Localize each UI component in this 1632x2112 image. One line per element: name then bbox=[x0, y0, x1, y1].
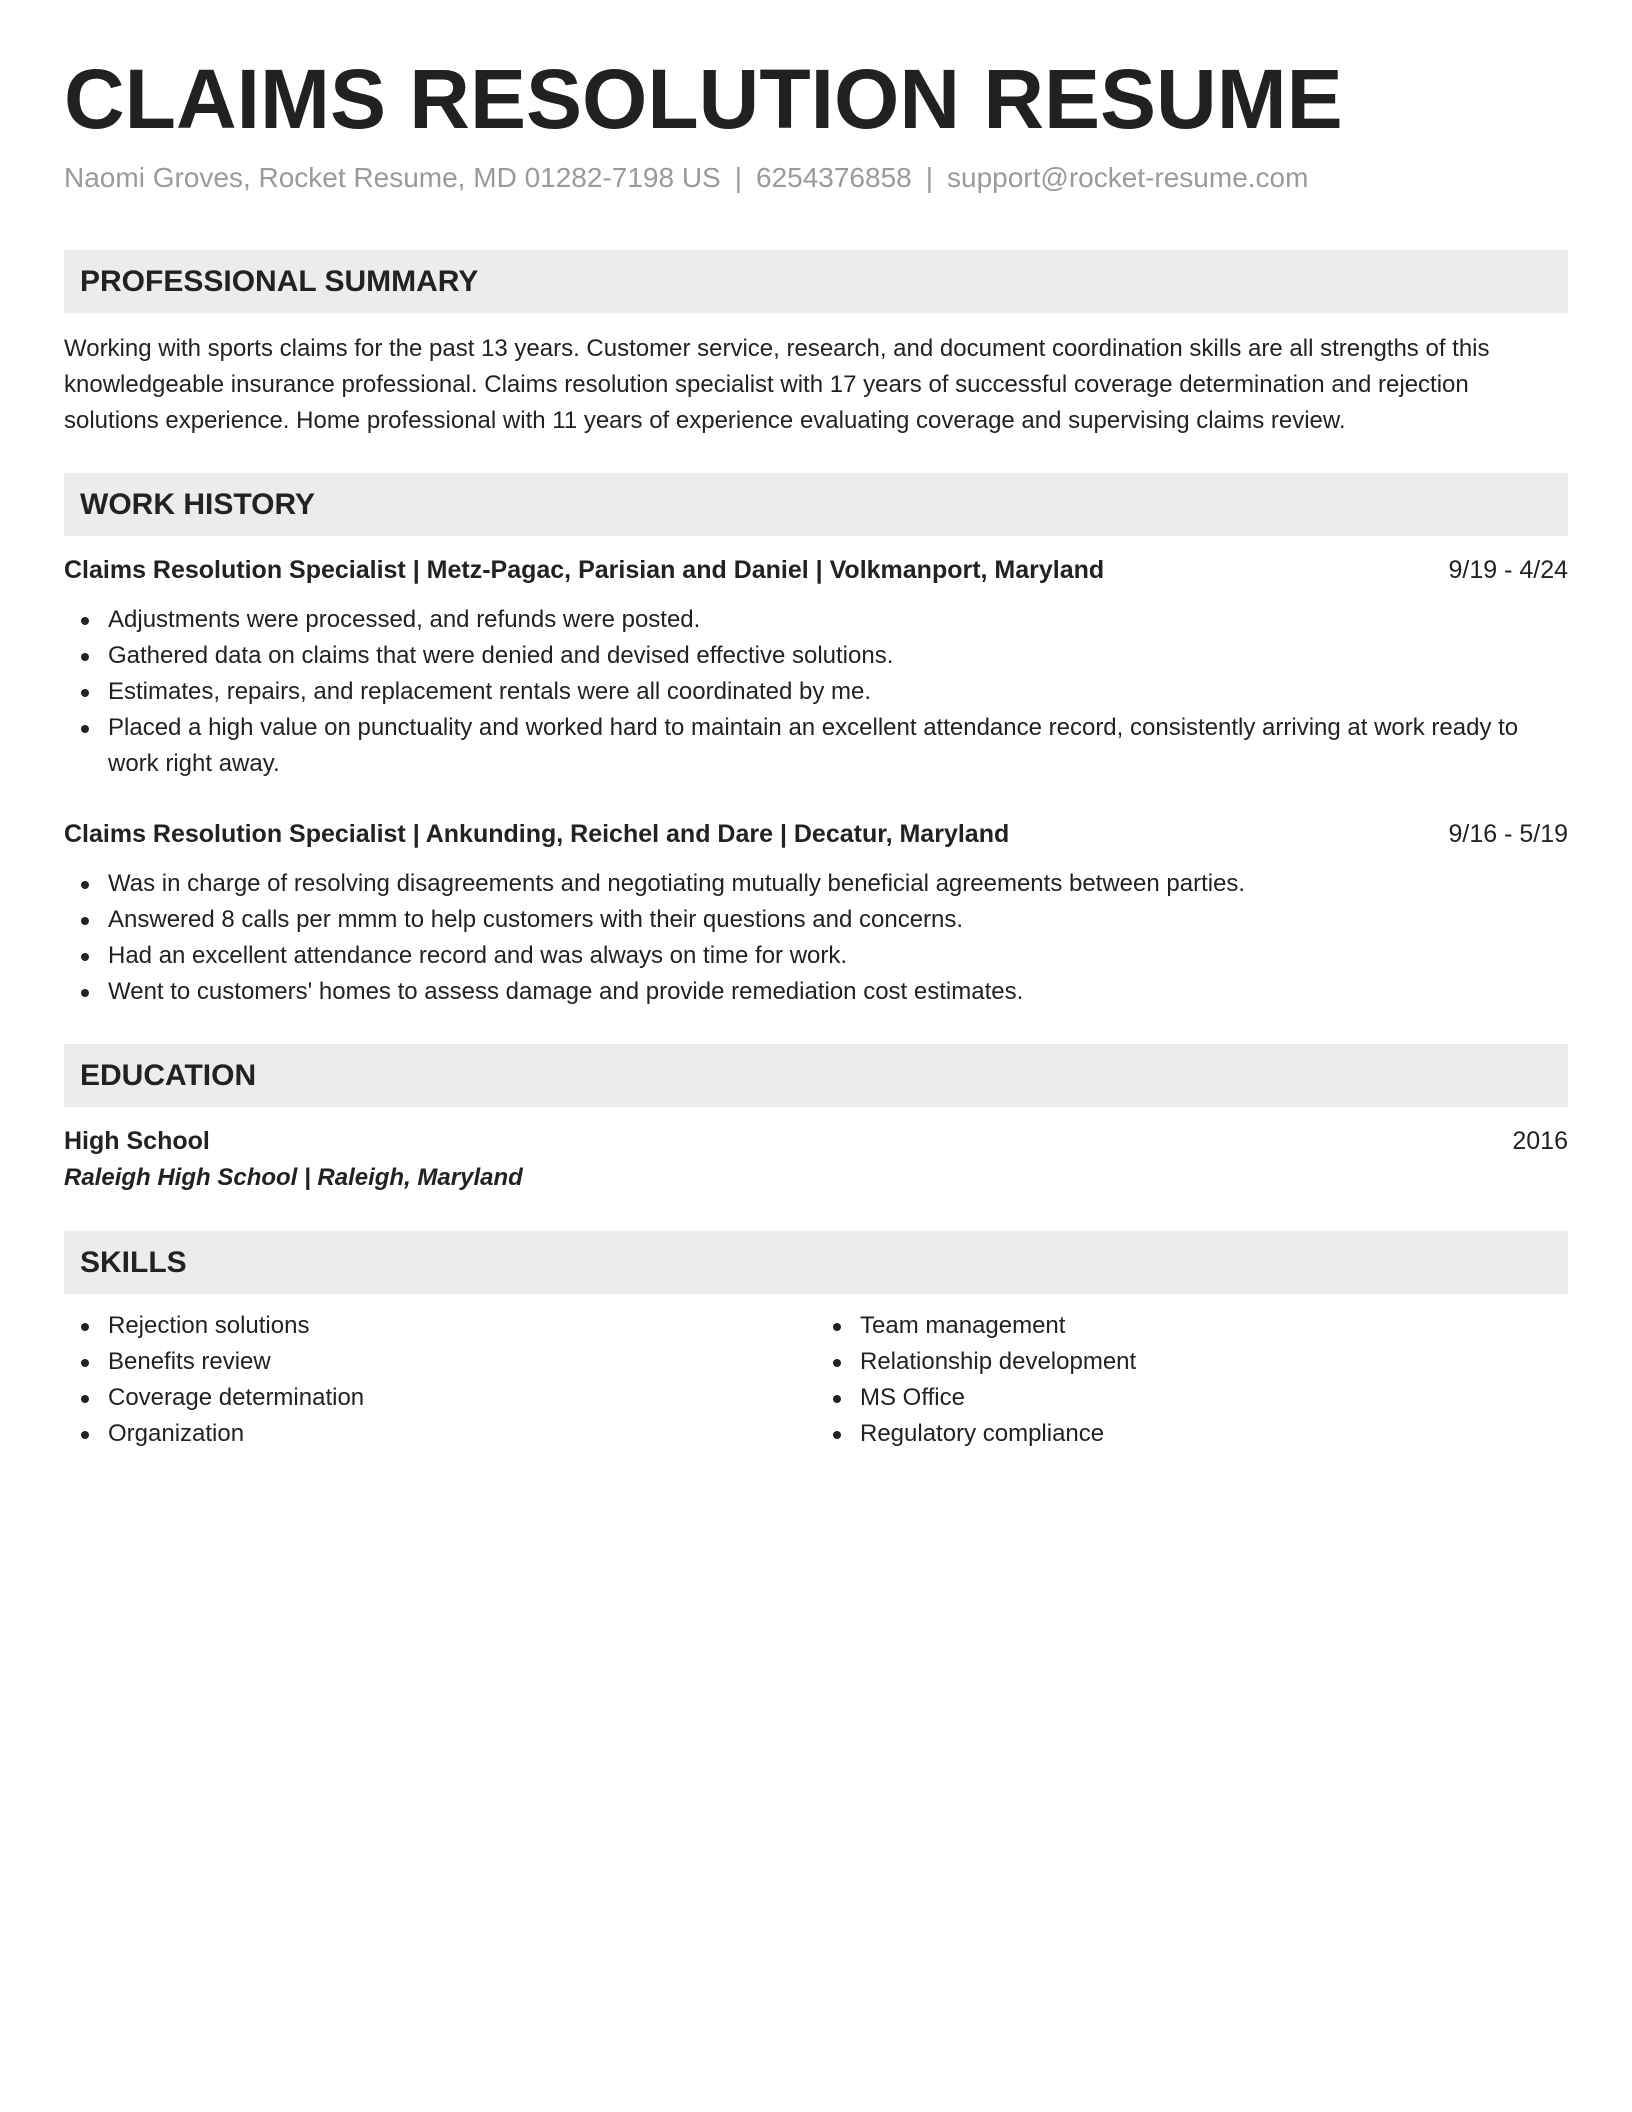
section-header-summary: PROFESSIONAL SUMMARY bbox=[64, 250, 1568, 313]
contact-line bbox=[64, 160, 1568, 196]
skill-item: Organization bbox=[64, 1416, 816, 1452]
education-year: 2016 bbox=[1512, 1127, 1568, 1156]
section-header-work-history: WORK HISTORY bbox=[64, 473, 1568, 536]
job-bullet: Estimates, repairs, and replacement rentals were all coordinated by me. bbox=[64, 674, 1568, 710]
skill-item: Regulatory compliance bbox=[816, 1416, 1568, 1452]
job-bullet: Adjustments were processed, and refunds were posted. bbox=[64, 602, 1568, 638]
skills-bullets-right bbox=[816, 1308, 1568, 1452]
skills-bullets-left bbox=[64, 1308, 816, 1452]
job-header bbox=[64, 816, 1568, 852]
section-header-skills: SKILLS bbox=[64, 1231, 1568, 1294]
job-bullet: Went to customers' homes to assess damage and provide remediation cost estimates. bbox=[64, 974, 1568, 1010]
job-bullets bbox=[64, 866, 1568, 1010]
skill-item: MS Office bbox=[816, 1380, 1568, 1416]
job-bullet: Placed a high value on punctuality and worked hard to maintain an excellent attendance record, consistently arriving at work ready to work right away. bbox=[64, 710, 1568, 782]
contact-address: Naomi Groves, Rocket Resume, MD 01282-7198 US bbox=[64, 162, 721, 194]
skill-item: Coverage determination bbox=[64, 1380, 816, 1416]
job-bullet: Answered 8 calls per mmm to help customers with their questions and concerns. bbox=[64, 902, 1568, 938]
education-degree: High School bbox=[64, 1127, 210, 1156]
skills-column-left bbox=[64, 1308, 816, 1452]
job-dates: 9/19 - 4/24 bbox=[1448, 556, 1568, 585]
skill-item: Relationship development bbox=[816, 1344, 1568, 1380]
job-title: Claims Resolution Specialist | Ankunding, Reichel and Dare | Decatur, Maryland bbox=[64, 820, 1010, 849]
skill-item: Rejection solutions bbox=[64, 1308, 816, 1344]
education-header bbox=[64, 1123, 1568, 1159]
job-header bbox=[64, 552, 1568, 588]
job-bullet: Gathered data on claims that were denied and devised effective solutions. bbox=[64, 638, 1568, 674]
resume-title: CLAIMS RESOLUTION RESUME bbox=[64, 52, 1343, 146]
job-entry bbox=[64, 816, 1568, 1010]
education-school: Raleigh High School | Raleigh, Maryland bbox=[64, 1164, 523, 1192]
job-bullet: Was in charge of resolving disagreements and negotiating mutually beneficial agreements between parties. bbox=[64, 866, 1568, 902]
job-entry bbox=[64, 552, 1568, 782]
job-bullet: Had an excellent attendance record and was always on time for work. bbox=[64, 938, 1568, 974]
skills-list bbox=[64, 1308, 1568, 1452]
contact-phone: 6254376858 bbox=[756, 162, 912, 194]
contact-email: support@rocket-resume.com bbox=[947, 162, 1309, 194]
section-header-education: EDUCATION bbox=[64, 1044, 1568, 1107]
job-title: Claims Resolution Specialist | Metz-Pagac, Parisian and Daniel | Volkmanport, Maryland bbox=[64, 556, 1105, 585]
job-bullets bbox=[64, 602, 1568, 782]
summary-text: Working with sports claims for the past 13 years. Customer service, research, and document coordination skills are all strengths of this knowledgeable insurance professional. Claims resolution specialist with 17 years of successful coverage determination and rejection solutions experience. Home professional with 11 years of experience evaluating coverage and supervising claims review. bbox=[64, 335, 1490, 435]
skills-column-right bbox=[816, 1308, 1568, 1452]
skill-item: Team management bbox=[816, 1308, 1568, 1344]
job-dates: 9/16 - 5/19 bbox=[1448, 820, 1568, 849]
contact-separator: | bbox=[925, 162, 934, 194]
skill-item: Benefits review bbox=[64, 1344, 816, 1380]
contact-separator: | bbox=[734, 162, 742, 194]
